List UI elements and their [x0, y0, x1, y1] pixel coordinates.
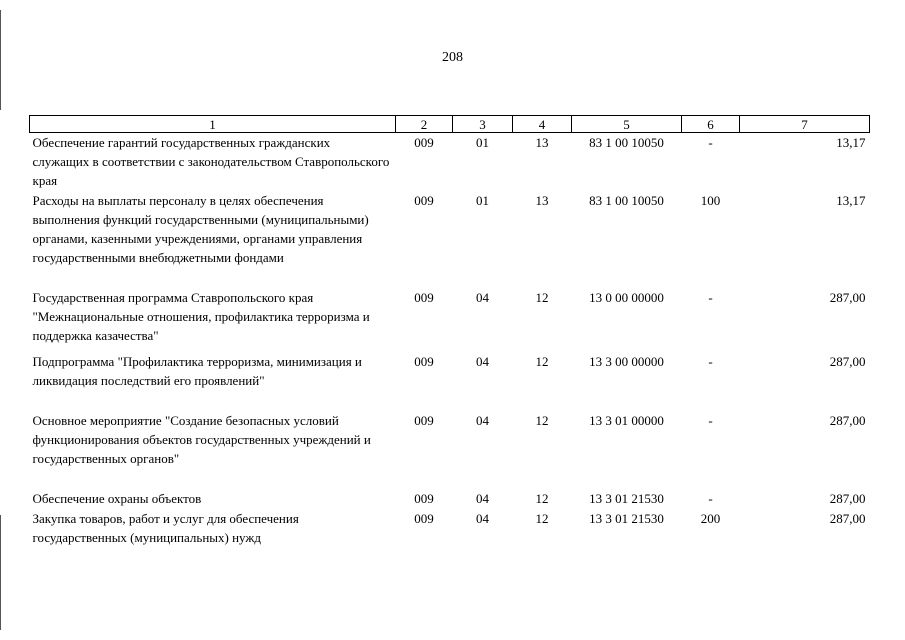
row-amount: 287,00: [829, 490, 866, 506]
row-target: 13 3 01 21530: [589, 490, 664, 506]
column-header-amount: 7: [740, 116, 870, 133]
column-header-section: 3: [453, 116, 513, 133]
row-ministry: 009: [414, 135, 434, 150]
row-amount: 13,17: [836, 192, 866, 208]
row-expense-type: -: [708, 490, 713, 506]
table-row: [30, 411, 870, 489]
table-row: [30, 352, 870, 411]
row-expense-type: -: [708, 135, 713, 150]
row-expense-type: -: [708, 412, 713, 428]
row-name: Обеспечение гарантий государственных гражданских служащих в соответствии с законодательством Ставропольского края: [32, 135, 390, 188]
row-section: 01: [476, 192, 489, 208]
row-section: 04: [476, 289, 489, 305]
row-name: Расходы на выплаты персоналу в целях обеспечения выполнения функций государственными (муниципальными) органами, казенными учреждениями, органами управления государственными внебюджетными фондами: [32, 192, 369, 265]
row-ministry: 009: [414, 510, 434, 526]
row-amount: 287,00: [829, 353, 866, 369]
row-amount: 287,00: [829, 510, 866, 526]
row-expense-type: -: [708, 289, 713, 305]
table-row: [30, 489, 870, 509]
row-name: Основное мероприятие "Создание безопасных условий функционирования объектов государственных учреждений и государственных органов": [32, 412, 371, 466]
row-expense-type: 200: [700, 510, 721, 526]
column-header-ministry: 2: [396, 116, 453, 133]
row-name: Обеспечение охраны объектов: [32, 490, 202, 506]
row-expense-type: 100: [700, 192, 721, 208]
row-name: Подпрограмма "Профилактика терроризма, минимизация и ликвидация последствий его проявлений": [32, 353, 362, 388]
row-subsection: 12: [535, 412, 549, 428]
table-row: [30, 288, 870, 352]
row-section: 04: [476, 353, 489, 369]
row-ministry: 009: [414, 289, 434, 305]
row-section: 04: [476, 490, 489, 506]
row-subsection: 13: [535, 135, 549, 150]
row-target: 83 1 00 10050: [589, 135, 664, 150]
table-row: [30, 191, 870, 288]
column-header-name: 1: [30, 116, 396, 133]
row-name: Закупка товаров, работ и услуг для обеспечения государственных (муниципальных) нужд: [32, 510, 299, 545]
row-amount: 287,00: [829, 412, 866, 428]
table-row: [30, 509, 870, 549]
budget-table: [29, 115, 870, 549]
column-header-target: 5: [572, 116, 682, 133]
row-section: 01: [476, 135, 489, 150]
row-target: 13 3 01 21530: [589, 510, 664, 526]
column-header-subsection: 4: [513, 116, 572, 133]
row-ministry: 009: [414, 490, 434, 506]
row-expense-type: -: [708, 353, 713, 369]
row-target: 13 3 00 00000: [589, 353, 664, 369]
table-row: [30, 133, 870, 191]
row-ministry: 009: [414, 353, 434, 369]
row-ministry: 009: [414, 412, 434, 428]
row-amount: 13,17: [836, 135, 866, 150]
row-subsection: 13: [535, 192, 549, 208]
row-amount: 287,00: [829, 289, 866, 305]
row-section: 04: [476, 510, 489, 526]
row-name: Государственная программа Ставропольского края "Межнациональные отношения, профилактика терроризма и поддержка казачества": [32, 289, 370, 343]
table-header-row: [30, 116, 870, 133]
scan-edge-mark-top: [0, 10, 1, 110]
row-section: 04: [476, 412, 489, 428]
row-subsection: 12: [535, 353, 549, 369]
row-target: 13 0 00 00000: [589, 289, 664, 305]
row-subsection: 12: [535, 289, 549, 305]
scan-edge-mark-bottom: [0, 515, 1, 630]
row-ministry: 009: [414, 192, 434, 208]
row-target: 13 3 01 00000: [589, 412, 664, 428]
page-number: 208: [442, 50, 463, 65]
column-header-expense-type: 6: [682, 116, 740, 133]
row-target: 83 1 00 10050: [589, 192, 664, 208]
row-subsection: 12: [535, 510, 549, 526]
row-subsection: 12: [535, 490, 549, 506]
